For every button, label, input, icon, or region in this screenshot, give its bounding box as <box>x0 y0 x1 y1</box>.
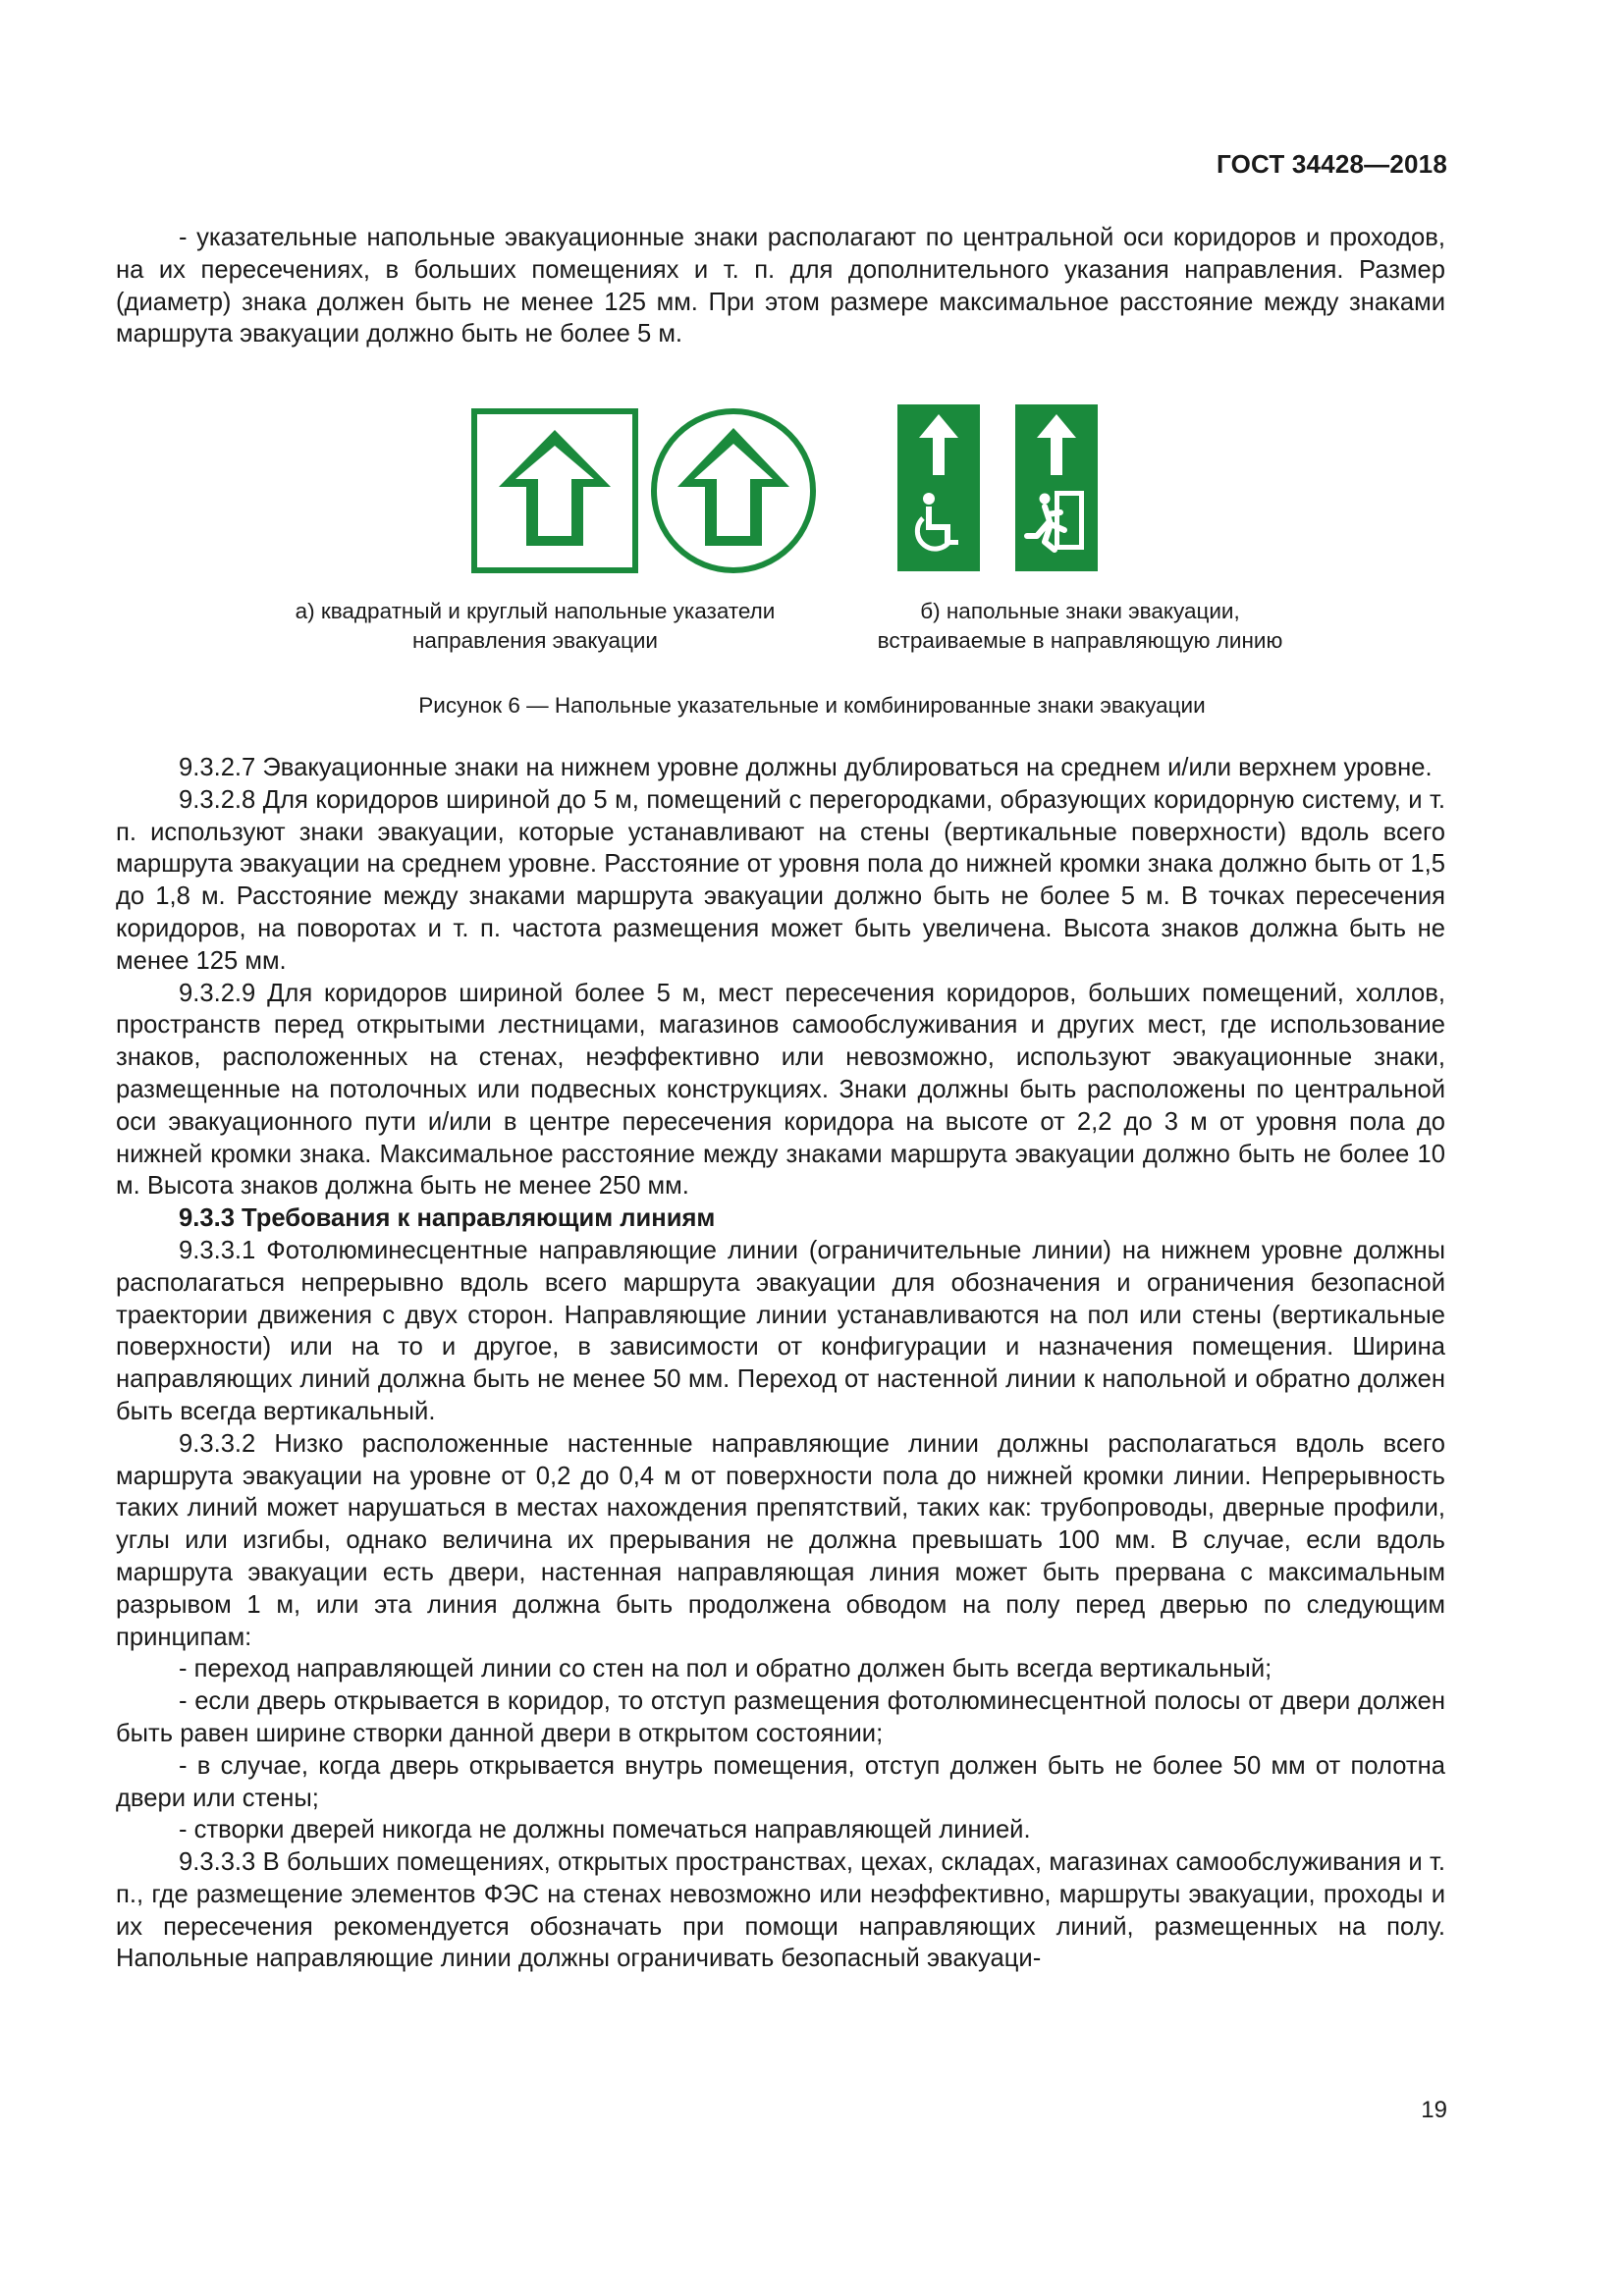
paragraph-9-3-3-2: 9.3.3.2 Низко расположенные настенные направляющие линии должны располагаться вдоль всего маршрута эвакуации на уровне от 0,2 до 0,4 м от поверхности пола до нижней кромки линии. Непрерывность таких линий может нарушаться в местах нахождения препятствий, таких как: трубопроводы, дверные профили, углы или изгибы, однако величина их прерывания не должна превышать 100 мм. В случае, если вдоль маршрута эвакуации есть двери, настенная направляющая линия может быть прервана с максимальным разрывом 1 м, или эта линия должна быть продолжена обводом на полу перед дверью по следующим принципам: <box>116 1429 1445 1651</box>
page-number: 19 <box>1421 2097 1447 2123</box>
circle-arrow-up-icon <box>650 406 817 575</box>
figure-6 <box>0 402 1624 717</box>
main-text <box>116 752 1445 1975</box>
standard-number: ГОСТ 34428—2018 <box>1217 149 1447 179</box>
list-item: - если дверь открывается в коридор, то отступ размещения фотолюминесцентной полосы от двери должен быть равен ширине створки данной двери в открытом состоянии; <box>116 1687 1445 1747</box>
caption-a-line1: а) квадратный и круглый напольные указатели <box>295 599 776 623</box>
caption-a-line2: направления эвакуации <box>412 628 658 653</box>
list-item: - створки дверей никогда не должны помечаться направляющей линией. <box>179 1816 1031 1844</box>
caption-a <box>245 597 825 656</box>
section-heading-9-3-3: 9.3.3 Требования к направляющим линиям <box>179 1204 716 1233</box>
paragraph-9-3-2-8: 9.3.2.8 Для коридоров шириной до 5 м, помещений с перегородками, образующих коридорную систему, и т. п. используют знаки эвакуации, которые устанавливают на стены (вертикальные поверхности) вдоль всего маршрута эвакуации на среднем уровне. Расстояние от уровня пола до нижней кромки знака должно быть от 1,5 до 1,8 м. Расстояние между знаками маршрута эвакуации должно быть не более 5 м. В точках пересечения коридоров, на поворотах и т. п. частота размещения может быть увеличена. Высота знаков должна быть не менее 125 мм. <box>116 785 1445 975</box>
list-item: - переход направляющей линии со стен на пол и обратно должен быть всегда вертикальный; <box>179 1655 1272 1683</box>
paragraph-9-3-3-1: 9.3.3.1 Фотолюминесцентные направляющие линии (ограничительные линии) на нижнем уровне должны располагаться непрерывно вдоль всего маршрута эвакуации для обозначения и ограничения безопасной траектории движения с двух сторон. Направляющие линии устанавливаются на пол или стены (вертикальные поверхности) или на то и другое, в зависимости от конфигурации и назначения помещения. Ширина направляющих линий должна быть не менее 50 мм. Переход от настенной линии к напольной и обратно должен быть всегда вертикальный. <box>116 1236 1445 1425</box>
paragraph-9-3-2-7: 9.3.2.7 Эвакуационные знаки на нижнем уровне должны дублироваться на среднем и/или верхнем уровне. <box>179 754 1433 781</box>
square-arrow-up-icon <box>471 408 638 573</box>
list-item: - в случае, когда дверь открывается внутрь помещения, отступ должен быть не более 50 мм от полотна двери или стены; <box>116 1751 1445 1812</box>
caption-b <box>835 597 1326 656</box>
paragraph-9-3-3-3: 9.3.3.3 В больших помещениях, открытых пространствах, цехах, складах, магазинах самообслуживания и т. п., где размещение элементов ФЭС на стенах невозможно или неэффективно, маршруты эвакуации, проходы и их пересечения рекомендуется обозначать при помощи направляющих линий, размещенных на полу. Напольные направляющие линии должны ограничивать безопасный эвакуаци- <box>116 1848 1445 1973</box>
wheelchair-arrow-up-icon <box>897 404 980 571</box>
figure-title: Рисунок 6 — Напольные указательные и комбинированные знаки эвакуации <box>418 693 1206 718</box>
caption-b-line1: б) напольные знаки эвакуации, <box>920 599 1240 623</box>
caption-b-line2: встраиваемые в направляющую линию <box>877 628 1283 653</box>
running-man-arrow-up-icon <box>1015 404 1098 571</box>
paragraph-9-3-2-9: 9.3.2.9 Для коридоров шириной более 5 м, мест пересечения коридоров, больших помещений, холлов, пространств перед открытыми лестницами, магазинов самообслуживания и других мест, где использование знаков, расположенных на стенах, неэффективно или невозможно, используют эвакуационные знаки, размещенные на потолочных или подвесных конструкциях. Знаки должны быть расположены по центральной оси эвакуационного пути и/или в центре пересечения коридора на высоте от 2,2 до 3 м от уровня пола до нижней кромки знака. Максимальное расстояние между знаками маршрута эвакуации должно быть не более 10 м. Высота знаков должна быть не менее 250 мм. <box>116 979 1445 1201</box>
intro-paragraph: - указательные напольные эвакуационные знаки располагают по центральной оси коридоров и проходов, на их пересечениях, в больших помещениях и т. п. для дополнительного указания направления. Размер (диаметр) знака должен быть не менее 125 мм. При этом размере максимальное расстояние между знаками маршрута эвакуации должно быть не более 5 м. <box>116 224 1445 348</box>
intro-text <box>116 222 1445 350</box>
